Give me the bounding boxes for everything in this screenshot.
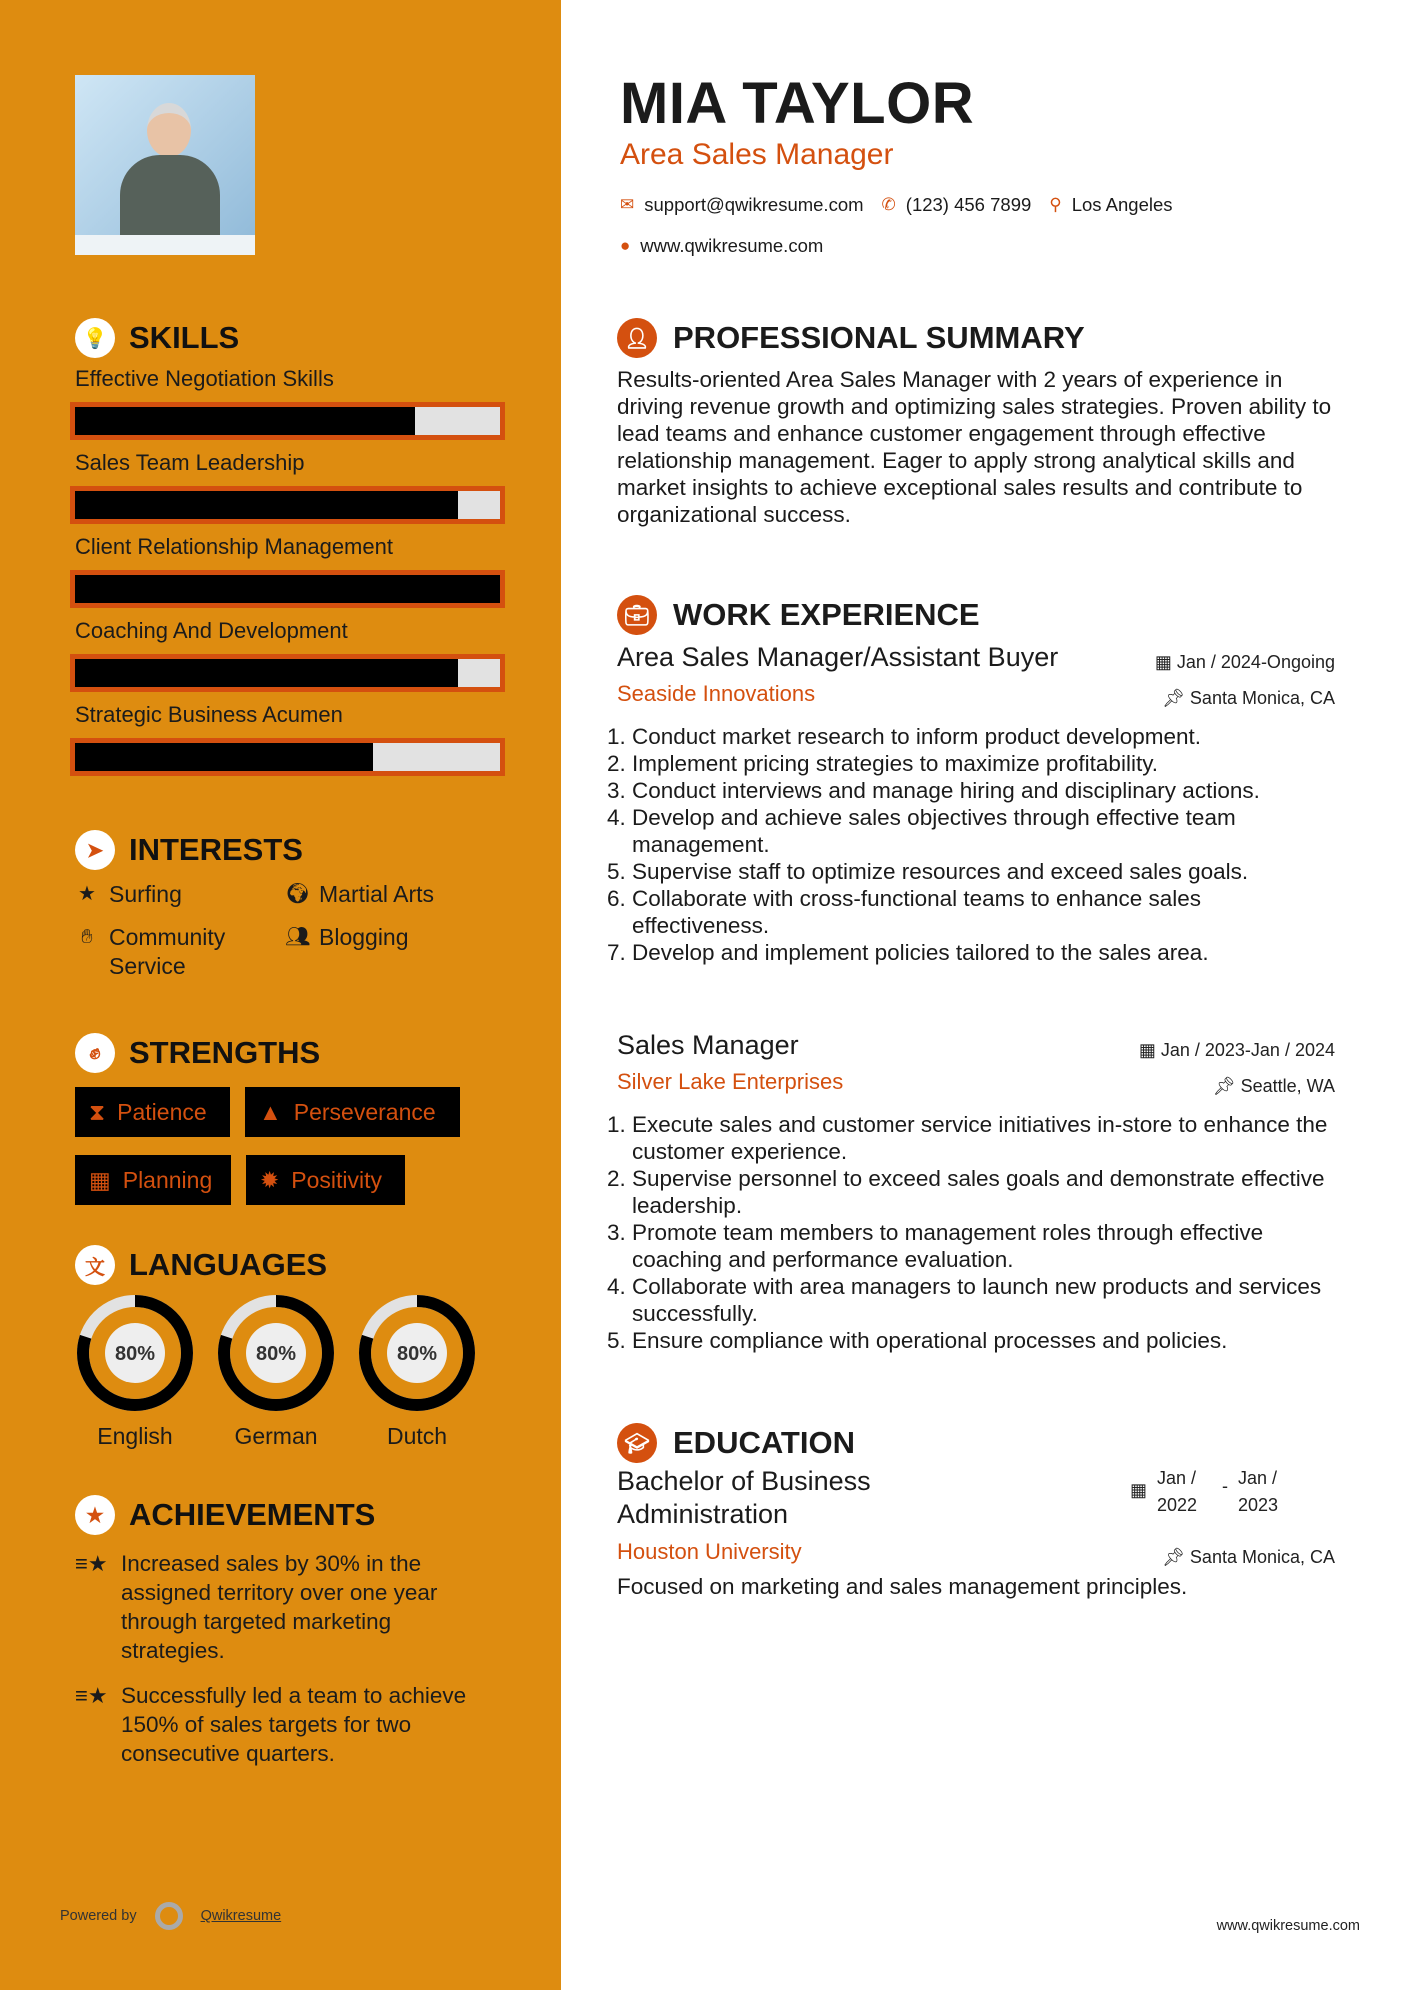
svg-text:80%: 80% [255, 1343, 297, 1365]
job-bullet: 2. Implement pricing strategies to maximize profitability. [632, 750, 1335, 777]
job-company: Silver Lake Enterprises [617, 1069, 844, 1094]
job-location: Seattle, WA [1240, 1076, 1335, 1096]
calendar-icon: ▦ [1138, 1040, 1161, 1060]
job-title: Sales Manager [617, 1030, 799, 1060]
strength-badge [75, 1155, 231, 1205]
strength-label: Positivity [291, 1166, 383, 1193]
skill-bar [70, 570, 505, 608]
globe-icon: ● [620, 236, 631, 255]
summary-text: Results-oriented Area Sales Manager with 2 years of experience in driving revenue growth and optimizing sales strategies. Proven ability to lead teams and enhance customer engagement through effective relationship management. Eager to apply strong analytical skills and market insights to achieve exceptional sales results and contribute to organizational success. [617, 367, 1332, 527]
strength-label: Perseverance [293, 1098, 436, 1125]
language-progress-ring [357, 1293, 477, 1413]
skill-label: Coaching And Development [75, 618, 348, 643]
calendar-icon: ▦ [89, 1166, 111, 1193]
website-row [620, 235, 823, 257]
strengths-heading: STRENGTHS [129, 1035, 321, 1070]
interest-label: Community Service [109, 924, 226, 979]
education-start: Jan / 2022 [1157, 1468, 1198, 1515]
skills-section [75, 318, 505, 786]
job-bullet: 1. Execute sales and customer service initiatives in-store to enhance the customer experience. [632, 1111, 1335, 1165]
skill-label: Client Relationship Management [75, 534, 393, 559]
education-heading: EDUCATION [673, 1425, 855, 1460]
skill-label: Strategic Business Acumen [75, 702, 343, 727]
shooting-star-icon: ≡★ [75, 1683, 108, 1708]
phone-text: (123) 456 7899 [905, 194, 1032, 215]
paper-plane-icon: ➤ [75, 830, 115, 870]
skill-item [70, 366, 505, 440]
pin-icon: 📌︎ [1212, 1076, 1241, 1096]
star-icon: ★ [78, 883, 96, 905]
interest-item [75, 880, 285, 909]
language-item [357, 1293, 477, 1450]
interest-item [285, 923, 485, 981]
education-section [617, 1423, 855, 1463]
job-bullet: 7. Develop and implement policies tailored to the sales area. [632, 939, 1335, 966]
contact-row [620, 194, 1173, 216]
experience-heading: WORK EXPERIENCE [673, 597, 980, 632]
achievements-heading: ACHIEVEMENTS [129, 1497, 376, 1532]
summary-section [617, 318, 1347, 528]
skill-label: Sales Team Leadership [75, 450, 305, 475]
interest-item [285, 880, 485, 909]
envelope-icon: ✉ [620, 195, 635, 214]
users-icon: 👥︎ [285, 926, 311, 948]
job-bullet: 1. Conduct market research to inform product development. [632, 723, 1335, 750]
language-progress-ring [75, 1293, 195, 1413]
skill-bar [70, 738, 505, 776]
candidate-name: MIA TAYLOR [620, 71, 975, 136]
footer-website[interactable]: www.qwikresume.com [1216, 1918, 1360, 1934]
email-link[interactable]: support@qwikresume.com [644, 194, 864, 215]
interest-label: Surfing [109, 881, 182, 907]
job-title: Area Sales Manager/Assistant Buyer [617, 642, 1059, 672]
interest-item [75, 923, 285, 981]
skill-item [70, 450, 505, 524]
pin-icon: 📌︎ [1162, 688, 1190, 708]
svg-text:80%: 80% [114, 1343, 156, 1365]
skill-item [70, 618, 505, 692]
education-location: Santa Monica, CA [1189, 1547, 1335, 1567]
skill-bar-fill [75, 659, 458, 687]
strength-badge [75, 1087, 230, 1137]
hand-icon: ✋︎ [81, 926, 93, 948]
job-entry [617, 642, 1335, 966]
job-company: Seaside Innovations [617, 681, 816, 706]
strength-badge [246, 1155, 405, 1205]
languages-section [75, 1245, 327, 1285]
skill-item [70, 534, 505, 608]
location-text: Los Angeles [1071, 194, 1173, 215]
job-bullet: 4. Collaborate with area managers to launch new products and services successfully. [632, 1273, 1335, 1327]
shooting-star-icon: ★ [75, 1495, 115, 1535]
interests-heading: INTERESTS [129, 832, 303, 867]
education-entry: Bachelor of Business Administration ▦ Jan / 2022 - Jan / 2023 Houston University 📌︎ Santa Monica, CA Focused on marketing and sales management principles. [617, 1465, 1335, 1600]
job-bullet: 4. Develop and achieve sales objectives through effective team management. [632, 804, 1335, 858]
strength-label: Planning [122, 1166, 213, 1193]
globe-icon: 🌍︎ [285, 883, 311, 905]
strengths-section [75, 1033, 320, 1073]
calendar-icon: ▦ [1129, 1480, 1147, 1500]
calendar-icon: ▦ [1154, 652, 1177, 672]
achievement-text: Increased sales by 30% in the assigned territory over one year through targeted marketing strategies. [121, 1551, 438, 1663]
skill-bar [70, 486, 505, 524]
candidate-title: Area Sales Manager [620, 138, 894, 171]
achievement-text: Successfully led a team to achieve 150% of sales targets for two consecutive quarters. [121, 1683, 467, 1766]
interest-label: Blogging [319, 924, 409, 950]
skill-bar-fill [75, 575, 500, 603]
skill-bar-fill [75, 491, 458, 519]
user-icon: 👤︎ [617, 318, 657, 358]
skill-bar-fill [75, 407, 415, 435]
phone-icon: ✆ [881, 195, 896, 214]
strength-badge [245, 1087, 460, 1137]
map-marker-icon: ⚲ [1049, 195, 1062, 214]
language-list [75, 1293, 477, 1450]
achievement-item [75, 1549, 495, 1665]
job-bullet: 5. Ensure compliance with operational processes and policies. [632, 1327, 1335, 1354]
job-bullet: 3. Promote team members to management roles through effective coaching and performance evaluation. [632, 1219, 1335, 1273]
hourglass-icon: ⧗ [89, 1098, 106, 1125]
school: Houston University [617, 1539, 802, 1564]
skill-item [70, 702, 505, 776]
skill-bar-fill [75, 743, 373, 771]
powered-by-label: Powered by [60, 1908, 137, 1924]
summary-heading: PROFESSIONAL SUMMARY [673, 320, 1085, 355]
graduate-icon: 🎓︎ [617, 1423, 657, 1463]
job-bullet: 3. Conduct interviews and manage hiring and disciplinary actions. [632, 777, 1335, 804]
language-name: German [234, 1423, 318, 1449]
job-entry [617, 1030, 1335, 1354]
job-location: Santa Monica, CA [1189, 688, 1335, 708]
job-bullet: 6. Collaborate with cross-functional teams to enhance sales effectiveness. [632, 885, 1335, 939]
powered-by [60, 1902, 281, 1930]
website-link[interactable]: www.qwikresume.com [640, 235, 824, 256]
job-bullet: 5. Supervise staff to optimize resources and exceed sales goals. [632, 858, 1335, 885]
interests-section [75, 830, 485, 981]
skills-heading: SKILLS [129, 320, 240, 355]
skill-bar [70, 654, 505, 692]
job-dates: Jan / 2023-Jan / 2024 [1160, 1040, 1335, 1060]
pin-icon: 📌︎ [1162, 1547, 1190, 1567]
profile-photo [75, 75, 255, 255]
degree: Bachelor of Business Administration [617, 1466, 871, 1529]
road-icon: ▲ [259, 1098, 282, 1125]
job-bullet: 2. Supervise personnel to exceed sales goals and demonstrate effective leadership. [632, 1165, 1335, 1219]
language-progress-ring [216, 1293, 336, 1413]
education-description: Focused on marketing and sales management principles. [617, 1574, 1188, 1599]
shooting-star-icon: ≡★ [75, 1551, 108, 1576]
achievements-section [75, 1495, 495, 1768]
svg-text:80%: 80% [396, 1343, 438, 1365]
achievement-item [75, 1681, 495, 1768]
job-dates: Jan / 2024-Ongoing [1176, 652, 1335, 672]
interest-label: Martial Arts [319, 881, 435, 907]
skill-bar [70, 402, 505, 440]
lightbulb-icon: 💡 [75, 318, 115, 358]
language-item [75, 1293, 195, 1450]
language-name: Dutch [386, 1423, 448, 1449]
qwikresume-logo-icon [155, 1902, 183, 1930]
fist-icon: ✊︎ [75, 1033, 115, 1073]
languages-heading: LANGUAGES [129, 1247, 328, 1282]
language-name: English [97, 1423, 173, 1449]
briefcase-icon: 💼︎ [617, 595, 657, 635]
experience-section [617, 595, 980, 635]
qwikresume-link[interactable]: Qwikresume [200, 1908, 282, 1924]
translate-icon: 文 [75, 1245, 115, 1285]
education-end: Jan / 2023 [1238, 1468, 1279, 1515]
strength-label: Patience [117, 1098, 207, 1125]
skill-label: Effective Negotiation Skills [75, 366, 334, 391]
sun-icon: ✹ [260, 1166, 280, 1193]
language-item [216, 1293, 336, 1450]
